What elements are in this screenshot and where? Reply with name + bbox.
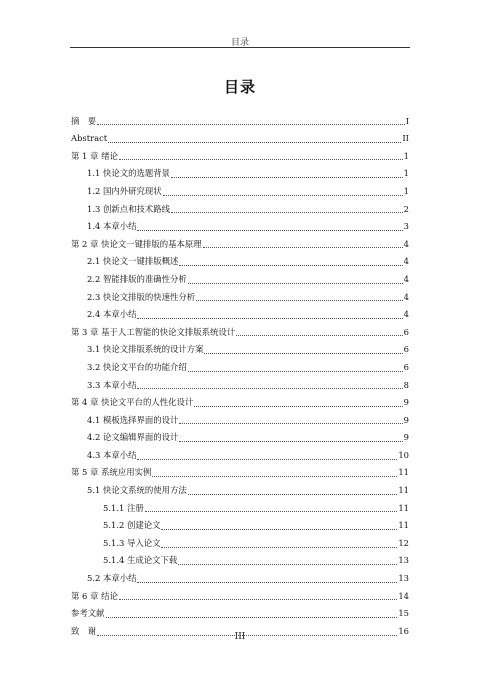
toc-entry-page: 12 (398, 537, 409, 548)
dot-leader (137, 382, 402, 389)
toc-entry[interactable] (71, 200, 409, 218)
header-rule (70, 47, 410, 48)
toc-entry[interactable] (71, 323, 409, 341)
toc-entry-label: 1.1 快论文的选题背景 (87, 168, 170, 179)
toc-entry[interactable] (71, 552, 409, 570)
toc-entry[interactable] (71, 235, 409, 253)
dot-leader (106, 611, 398, 618)
toc-entry-label: 5.1.1 注册 (103, 502, 144, 513)
toc-entry[interactable] (71, 112, 409, 130)
page-number: III (234, 632, 246, 642)
toc-entry-page: 4 (403, 309, 409, 320)
toc-entry-label: 2.4 本章小结 (87, 309, 137, 320)
toc-entry[interactable] (71, 165, 409, 183)
toc-entry-page: 3 (403, 221, 409, 232)
dot-leader (204, 347, 402, 354)
toc-entry[interactable] (71, 358, 409, 376)
toc-entry[interactable] (71, 147, 409, 165)
toc-entry-page: 10 (398, 449, 409, 460)
toc-entry[interactable] (71, 534, 409, 552)
toc-entry-page: 6 (403, 361, 409, 372)
toc-entry[interactable] (71, 218, 409, 236)
dot-leader (236, 329, 403, 336)
toc-entry-label: 摘 要 (71, 115, 97, 126)
dot-leader (188, 488, 398, 495)
dot-leader (188, 365, 403, 372)
toc-entry[interactable] (71, 446, 409, 464)
dot-leader (145, 505, 398, 512)
toc-entry-page: 13 (398, 573, 409, 584)
toc-entry-page: 14 (398, 590, 409, 601)
toc-entry-page: II (402, 133, 409, 144)
toc-entry-label: 5.1 快论文系统的使用方法 (87, 485, 187, 496)
dot-leader (179, 417, 402, 424)
toc-entry-page: 9 (403, 432, 409, 443)
dot-leader (188, 277, 403, 284)
toc-entry[interactable] (71, 130, 409, 148)
toc-entry-page: 8 (403, 379, 409, 390)
toc-entry-label: 2.2 智能排版的准确性分析 (87, 273, 187, 284)
toc-entry-page: 6 (403, 344, 409, 355)
toc-entry-label: 第 6 章 结论 (71, 590, 118, 601)
toc-entry-label: 2.3 快论文排版的快速性分析 (87, 291, 196, 302)
toc-entry[interactable] (71, 464, 409, 482)
toc-entry-label: 1.2 国内外研究现状 (87, 185, 162, 196)
toc-entry-page: 4 (403, 273, 409, 284)
dot-leader (161, 541, 397, 548)
toc-entry-label: 3.2 快论文平台的功能介绍 (87, 361, 187, 372)
toc-entry-label: 致 谢 (71, 625, 97, 636)
toc-entry-label: 5.1.2 创建论文 (103, 520, 161, 531)
toc-entry-page: 11 (398, 467, 409, 478)
toc-entry[interactable] (71, 376, 409, 394)
dot-leader (97, 118, 405, 125)
dot-leader (196, 294, 403, 301)
dot-leader (108, 136, 401, 143)
dot-leader (137, 576, 397, 583)
toc-entry-label: 5.1.4 生成论文下载 (103, 555, 178, 566)
dot-leader (137, 453, 397, 460)
dot-leader (178, 558, 397, 565)
dot-leader (152, 470, 397, 477)
toc-entry-label: 3.3 本章小结 (87, 379, 137, 390)
page-title: 目录 (223, 78, 256, 96)
toc-entry-label: 4.3 本章小结 (87, 449, 137, 460)
dot-leader (137, 312, 402, 319)
toc-entry-label: Abstract (71, 133, 108, 144)
toc-entry-page: 1 (403, 150, 409, 161)
toc-entry-page: I (405, 115, 409, 126)
toc-entry-label: 1.3 创新点和技术路线 (87, 203, 170, 214)
toc-entry[interactable] (71, 341, 409, 359)
toc-entry[interactable] (71, 182, 409, 200)
dot-leader (203, 241, 403, 248)
toc-entry-page: 11 (398, 520, 409, 531)
toc-entry-page: 15 (398, 608, 409, 619)
toc-entry-label: 第 2 章 快论文一键排版的基本原理 (71, 238, 202, 249)
toc-entry[interactable] (71, 517, 409, 535)
toc-entry[interactable] (71, 270, 409, 288)
toc-entry-page: 6 (403, 326, 409, 337)
toc-entry-page: 4 (403, 291, 409, 302)
toc-entry-label: 第 5 章 系统应用实例 (71, 467, 152, 478)
toc-entry-label: 第 1 章 绪论 (71, 150, 118, 161)
toc-entry[interactable] (71, 253, 409, 271)
toc-entry-page: 13 (398, 555, 409, 566)
toc-entry[interactable] (71, 411, 409, 429)
toc-entry-label: 第 4 章 快论文平台的人性化设计 (71, 397, 194, 408)
toc-entry-label: 4.2 论文编辑界面的设计 (87, 432, 179, 443)
toc-entry[interactable] (71, 481, 409, 499)
dot-leader (179, 435, 402, 442)
toc-entry[interactable] (71, 569, 409, 587)
dot-leader (119, 153, 403, 160)
toc-entry[interactable] (71, 429, 409, 447)
toc-entry-label: 1.4 本章小结 (87, 221, 137, 232)
toc-entry-label: 第 3 章 基于人工智能的快论文排版系统设计 (71, 326, 236, 337)
dot-leader (179, 259, 402, 266)
running-header: 目录 (230, 38, 249, 48)
toc-entry-page: 1 (403, 185, 409, 196)
dot-leader (171, 206, 403, 213)
toc-entry-page: 4 (403, 256, 409, 267)
toc-entry[interactable] (71, 499, 409, 517)
toc-entry[interactable] (71, 587, 409, 605)
toc-entry[interactable] (71, 394, 409, 412)
toc-entry-label: 3.1 快论文排版系统的设计方案 (87, 344, 204, 355)
table-of-contents (71, 112, 409, 640)
toc-entry-label: 5.1.3 导入论文 (103, 537, 161, 548)
toc-entry-page: 4 (403, 238, 409, 249)
toc-entry-page: 9 (403, 414, 409, 425)
dot-leader (137, 224, 402, 231)
toc-entry-label: 5.2 本章小结 (87, 573, 137, 584)
dot-leader (171, 171, 403, 178)
toc-entry[interactable] (71, 288, 409, 306)
toc-entry-page: 11 (398, 502, 409, 513)
toc-entry-page: 11 (398, 485, 409, 496)
toc-entry-label: 参考文献 (71, 608, 105, 619)
toc-entry-label: 4.1 模板选择界面的设计 (87, 414, 179, 425)
dot-leader (163, 189, 403, 196)
toc-entry[interactable] (71, 306, 409, 324)
dot-leader (119, 593, 398, 600)
dot-leader (161, 523, 397, 530)
toc-entry-page: 16 (398, 625, 409, 636)
toc-entry-page: 1 (403, 168, 409, 179)
toc-entry-page: 2 (403, 203, 409, 214)
toc-entry-label: 2.1 快论文一键排版概述 (87, 256, 179, 267)
toc-entry[interactable] (71, 605, 409, 623)
dot-leader (194, 400, 402, 407)
toc-entry-page: 9 (403, 397, 409, 408)
